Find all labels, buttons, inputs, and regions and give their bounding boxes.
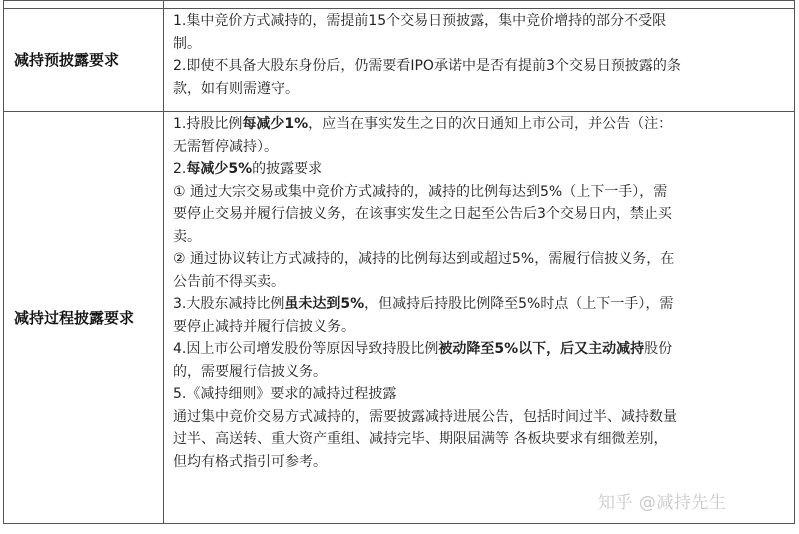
text-line: 要停止减持并履行信披义务。 (173, 318, 355, 335)
text-line: 通过集中竞价交易方式减持的，需要披露减持进展公告，包括时间过半、减持数量 (173, 408, 677, 425)
item-2 (173, 158, 786, 181)
text-line: 制。 (173, 35, 201, 52)
bold-text: 每减少1% (242, 116, 309, 132)
text-line: ② 通过协议转让方式减持的，减持的比例每达到或超过5%，需履行信披义务，在 (173, 251, 675, 267)
item-1 (173, 113, 786, 136)
bold-text: 被动降至5%以下，后又主动减持 (438, 341, 645, 357)
text-span: 的披露要求 (252, 161, 323, 177)
bold-text: 每减少5% (186, 161, 253, 177)
text-span: 1.持股比例 (173, 116, 243, 132)
text-line: 但均有格式指引可参考。 (173, 453, 327, 470)
text-span: 股份 (644, 341, 673, 357)
text-line: 要停止交易并履行信披义务，在该事实发生之日起至公告后3个交易日内，禁止买 (173, 206, 672, 222)
text-line: 卖。 (173, 228, 201, 245)
bold-text: 虽未达到5% (284, 296, 365, 312)
text-span: 4.因上市公司增发股份等原因导致持股比例 (173, 341, 439, 357)
disclosure-table (3, 0, 795, 524)
text-span: 2. (173, 161, 187, 177)
table-row (4, 8, 794, 112)
zhihu-watermark: 知乎 @减持先生 (598, 493, 727, 513)
text-span: 3.大股东减持比例 (173, 296, 285, 312)
text-line: 2.即使不具备大股东身份后，仍需要看IPO承诺中是否有提前3个交易日预披露的条 (173, 58, 681, 74)
text-line: 款，如有则需遵守。 (173, 80, 299, 97)
item-4 (173, 338, 786, 361)
text-line: 1.集中竞价方式减持的，需提前15个交易日预披露，集中竞价增持的部分不受限 (173, 13, 667, 29)
text-line: 的，需要履行信披义务。 (173, 363, 327, 380)
text-line: 公告前不得买卖。 (173, 273, 285, 290)
text-line: 过半、高送转、重大资产重组、减持完毕、期限届满等 各板块要求有细微差别， (173, 431, 668, 447)
row-content-process-disclosure (164, 112, 794, 523)
row-header-process-disclosure: 减持过程披露要求 (4, 112, 164, 523)
item-3 (173, 293, 786, 316)
text-line: ① 通过大宗交易或集中竞价方式减持的，减持的比例每达到5%（上下一手），需 (173, 183, 668, 200)
table-row (4, 112, 794, 523)
text-span: ，但减持后持股比例降至5%时点（上下一手），需 (364, 296, 674, 312)
text-span: ，应当在事实发生之日的次日通知上市公司，并公告（注： (308, 116, 673, 132)
row-header-pre-disclosure: 减持预披露要求 (4, 8, 164, 111)
row-content-pre-disclosure (164, 8, 794, 111)
item-5: 5.《减持细则》要求的减持过程披露 (173, 386, 397, 402)
text-line: 无需暂停减持）。 (173, 138, 278, 155)
